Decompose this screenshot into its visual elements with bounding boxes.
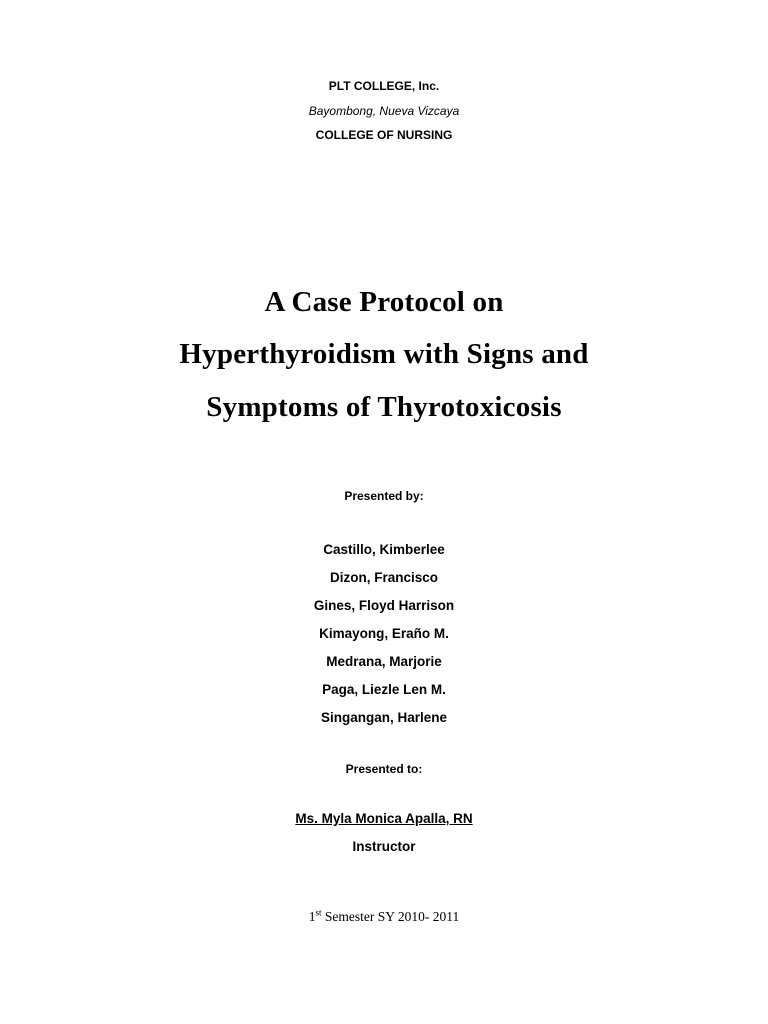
title-line-1: A Case Protocol on (264, 286, 504, 318)
presenter-name: Castillo, Kimberlee (323, 542, 445, 557)
presenter-name: Paga, Liezle Len M. (322, 682, 446, 697)
title-line-2: Hyperthyroidism with Signs and (179, 338, 589, 370)
semester-number: 1 (308, 909, 316, 924)
college-name: COLLEGE OF NURSING (315, 128, 453, 142)
semester-text: Semester SY 2010- 2011 (321, 909, 460, 924)
instructor-name-text: Ms. Myla Monica Apalla, RN (295, 811, 473, 826)
presenter-name: Singangan, Harlene (320, 710, 448, 725)
presenter-name: Kimayong, Eraño M. (319, 626, 449, 641)
institution-location: Bayombong, Nueva Vizcaya (308, 104, 460, 118)
presenter-name: Dizon, Francisco (329, 570, 439, 585)
presented-by-label: Presented by: (344, 489, 424, 503)
semester-line (0, 909, 768, 925)
presenter-name: Medrana, Marjorie (326, 654, 442, 669)
presented-to-label: Presented to: (345, 762, 423, 776)
instructor-name (0, 811, 768, 826)
presenter-name: Gines, Floyd Harrison (313, 598, 455, 613)
title-line-3: Symptoms of Thyrotoxicosis (206, 391, 562, 423)
institution-name: PLT COLLEGE, Inc. (328, 79, 440, 93)
instructor-role: Instructor (352, 839, 416, 854)
semester-ordinal-suffix: st (315, 907, 322, 918)
